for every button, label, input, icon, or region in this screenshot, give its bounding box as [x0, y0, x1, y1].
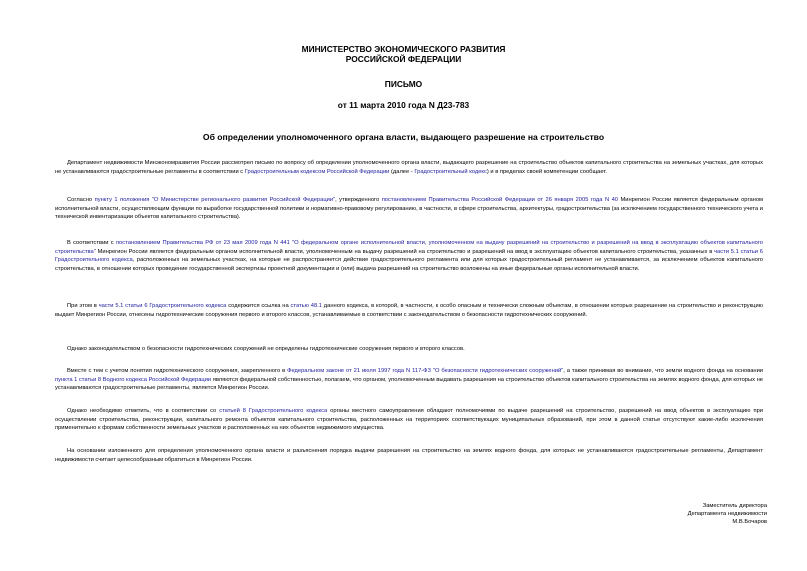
text: органы местного самоуправления обладают полномочиями по выдаче разрешений на строительство, разрешений на ввод объектов в эксплуатацию при осуществлении строительства, реконструкции, капитального ремонта объектов капитального строительства, расположенных на территориях соответствующих муниципальных образований, при этом в данной статье отсутствуют какие-либо исключения применительно к формам собственности земельных участков и расположенных на них объектов недвижимого имущества.: [55, 408, 763, 432]
text: В соответствии с: [67, 240, 116, 246]
link-grad-code[interactable]: Градостроительным кодексом Российской Федерации: [244, 168, 390, 175]
text: Однако законодательством о безопасности гидротехнических сооружений не определены гидротехнические сооружения первого и второго классов.: [67, 346, 465, 352]
link-grad-code-short[interactable]: Градостроительный кодекс: [414, 168, 487, 175]
link-article-8-grad-code[interactable]: статьей 8 Градостроительного кодекса: [219, 408, 328, 414]
ministry-name: [0, 44, 807, 64]
text: Согласно: [67, 197, 95, 203]
text: (далее -: [389, 168, 415, 175]
paragraph-4: [55, 302, 763, 319]
paragraph-1: [55, 159, 763, 176]
link-minregion-regulation[interactable]: пункту 1 положения "О Министерстве регионального развития Российской Федерации": [94, 197, 336, 203]
paragraph-8: [55, 447, 763, 464]
signature-block: [688, 502, 767, 527]
text: Департамент недвижимости Минэкономразвития России рассмотрел письмо по вопросу об определении уполномоченного органа власти, выдающего разрешение на строительство объектов капитального строительства на земельных участках, для которых не устанавливаются градостроительные регламенты в соответствии с: [55, 160, 763, 175]
doc-type: ПИСЬМО: [384, 79, 423, 89]
ministry-line-1: МИНИСТЕРСТВО ЭКОНОМИЧЕСКОГО РАЗВИТИЯ: [301, 44, 506, 54]
signature-department: Департамента недвижимости: [687, 511, 767, 518]
ministry-line-2: РОССИЙСКОЙ ФЕДЕРАЦИИ: [345, 54, 462, 64]
link-part-5-1-article-6[interactable]: части 5.1 статьи 6 Градостроительного кодекса: [55, 248, 763, 264]
text: ) и в пределах своей компетенции сообщает.: [486, 168, 607, 175]
text: данного кодекса, в которой, в частности, к особо опасным и технически сложным объектам, в отношении которых разрешение на строительство и реконструкцию выдает Минрегион России, отнесены гидротехнические сооружения первого и второго классов, устанавливаемые в соответствии с законодательством о безопасности гидротехнических сооружений.: [55, 303, 763, 318]
text: , утвержденного: [335, 197, 382, 203]
text: содержится ссылка на: [226, 303, 291, 309]
link-water-code-article-8[interactable]: пункта 1 статьи 8 Водного кодекса Российской Федерации: [55, 376, 212, 383]
link-part-5-1-article-6[interactable]: части 5.1 статьи 6 Градостроительного кодекса: [98, 303, 227, 309]
text: Вместе с тем с учетом понятия гидротехнического сооружения, закрепленного в: [67, 368, 288, 374]
link-federal-law-117[interactable]: Федеральном законе от 21 июля 1997 года N 117-ФЗ "О безопасности гидротехнических сооружений": [287, 368, 564, 374]
paragraph-5: [55, 345, 763, 354]
paragraph-7: [55, 407, 763, 433]
doc-date-number: от 11 марта 2010 года N Д23-783: [337, 100, 470, 110]
paragraph-6: [55, 367, 763, 393]
text: Минрегион России является федеральным органом исполнительной власти, уполномоченным на выдачу разрешений на строительство и разрешений на ввод в эксплуатацию объектов капитального строительства, указанных в: [95, 248, 715, 255]
text: Однако необходимо отметить, что в соответствии со: [67, 408, 220, 414]
text: На основании изложенного для определения уполномоченного органа власти и разъяснения порядка выдачи разрешения на строительство на землях водного фонда, для которых не устанавливаются градостроительные регламенты, Департамент недвижимости считает целесообразным обратиться в Минрегион России.: [55, 448, 763, 463]
text: , а также принимая во внимание, что земли водного фонда на основании: [563, 368, 763, 374]
text: Минрегион России является федеральным органом исполнительной власти, осуществляющим функции по выработке государственной политики и нормативно-правовому регулированию, в частности, в сфере строительства, архитектуры, градостроительства (за исключением государственного технического учета и технической инвентаризации объектов капитального строительства).: [55, 197, 763, 221]
signature-name: М.В.Бочаров: [732, 519, 767, 526]
link-government-decree-441[interactable]: постановлением Правительства РФ от 23 мая 2009 года N 441 "О федеральном органе исполнительной власти, уполномоченном на выдачу разрешений на строительство и разрешений на ввод в эксплуатацию объектов капитального строительства": [55, 240, 763, 255]
link-government-decree-40[interactable]: постановлением Правительства Российской Федерации от 26 января 2005 года N 40: [381, 197, 619, 203]
text: являются федеральной собственностью, полагаем, что органом, уполномоченным выдавать разрешения на строительство объектов капитального строительства на землях водного фонда, для которых не устанавливаются градостроительные регламенты, является Минрегион России.: [55, 376, 763, 392]
link-article-48-1[interactable]: статью 48.1: [290, 303, 322, 309]
paragraph-3: [55, 239, 763, 274]
text: При этом в: [67, 303, 99, 309]
doc-subject: Об определении уполномоченного органа власти, выдающего разрешение на строительство: [202, 132, 605, 142]
paragraph-2: [55, 196, 763, 222]
signature-position: Заместитель директора: [702, 503, 767, 509]
text: , расположенных на земельных участках, на которые не распространяется действие градостроительного регламента или для которых градостроительный регламент не устанавливается, за исключением объектов капитального строительства, в отношении которых проведение государственной экспертизы проектной документации и (или) выдача разрешений на строительство возложены на иные федеральные органы исполнительной власти.: [55, 257, 763, 273]
